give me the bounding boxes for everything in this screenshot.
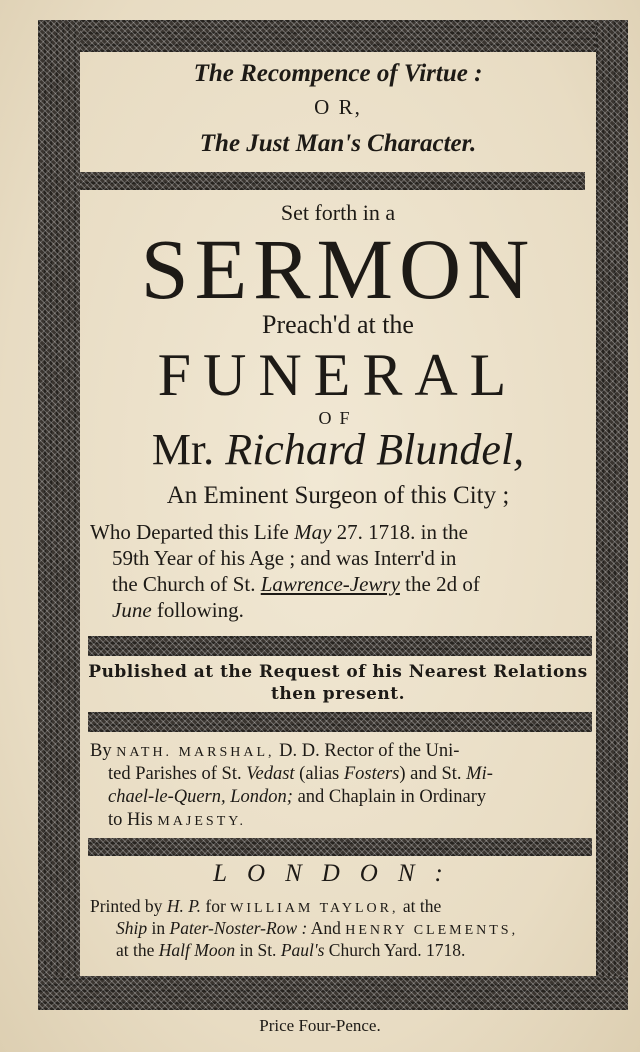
- name-label: Richard Blundel,: [225, 425, 525, 474]
- mr-label: Mr.: [151, 425, 215, 474]
- departed-line-3: the Church of St. Lawrence-Jewry the 2d of: [112, 572, 480, 596]
- left-ornament-border: [38, 20, 80, 1010]
- imprint-line-2: Ship in Pater-Noster-Row : And HENRY CLEMENTS,: [116, 918, 519, 938]
- title-or: O R,: [314, 95, 362, 119]
- right-ornament-border: [596, 20, 628, 1010]
- imprint-line-1: Printed by H. P. for WILLIAM TAYLOR, at the: [90, 896, 442, 916]
- rule-ornament-2: [88, 636, 592, 656]
- rule-ornament-3: [88, 712, 592, 732]
- published-line-2: then present.: [271, 684, 405, 704]
- london-line: LONDON:: [213, 860, 463, 887]
- bottom-ornament-border: [38, 976, 628, 1010]
- imprint-line-3: at the Half Moon in St. Paul's Church Yard. 1718.: [116, 940, 466, 960]
- title-line-2: The Just Man's Character.: [199, 130, 477, 157]
- departed-line-4: June following.: [112, 598, 244, 622]
- top-ornament-border: [38, 20, 628, 52]
- of-line: OF: [318, 408, 358, 428]
- eminent-line: An Eminent Surgeon of this City ;: [166, 482, 510, 509]
- price-line: Price Four-Pence.: [259, 1016, 381, 1035]
- preached-line: Preach'd at the: [262, 310, 414, 339]
- funeral-heading: FUNERAL: [157, 342, 519, 408]
- rule-ornament-1: [80, 172, 585, 190]
- author-line-3: chael-le-Quern, London; and Chaplain in Ordinary: [108, 787, 487, 807]
- author-line-1: By NATH. MARSHAL, D. D. Rector of the Uni-: [90, 741, 460, 761]
- sermon-heading: SERMON: [140, 221, 536, 317]
- author-line-2: ted Parishes of St. Vedast (alias Fosters) and St. Mi-: [108, 764, 493, 784]
- set-forth-line: Set forth in a: [280, 200, 396, 225]
- departed-line-2: 59th Year of his Age ; and was Interr'd in: [112, 546, 457, 570]
- title-line-1: The Recompence of Virtue :: [193, 60, 483, 87]
- published-line-1: Published at the Request of his Nearest Relations: [88, 662, 588, 682]
- author-line-4: to His MAJESTY.: [108, 810, 247, 830]
- deceased-name: [80, 425, 596, 474]
- rule-ornament-4: [88, 838, 592, 856]
- departed-line-1: Who Departed this Life May 27. 1718. in the: [90, 520, 468, 544]
